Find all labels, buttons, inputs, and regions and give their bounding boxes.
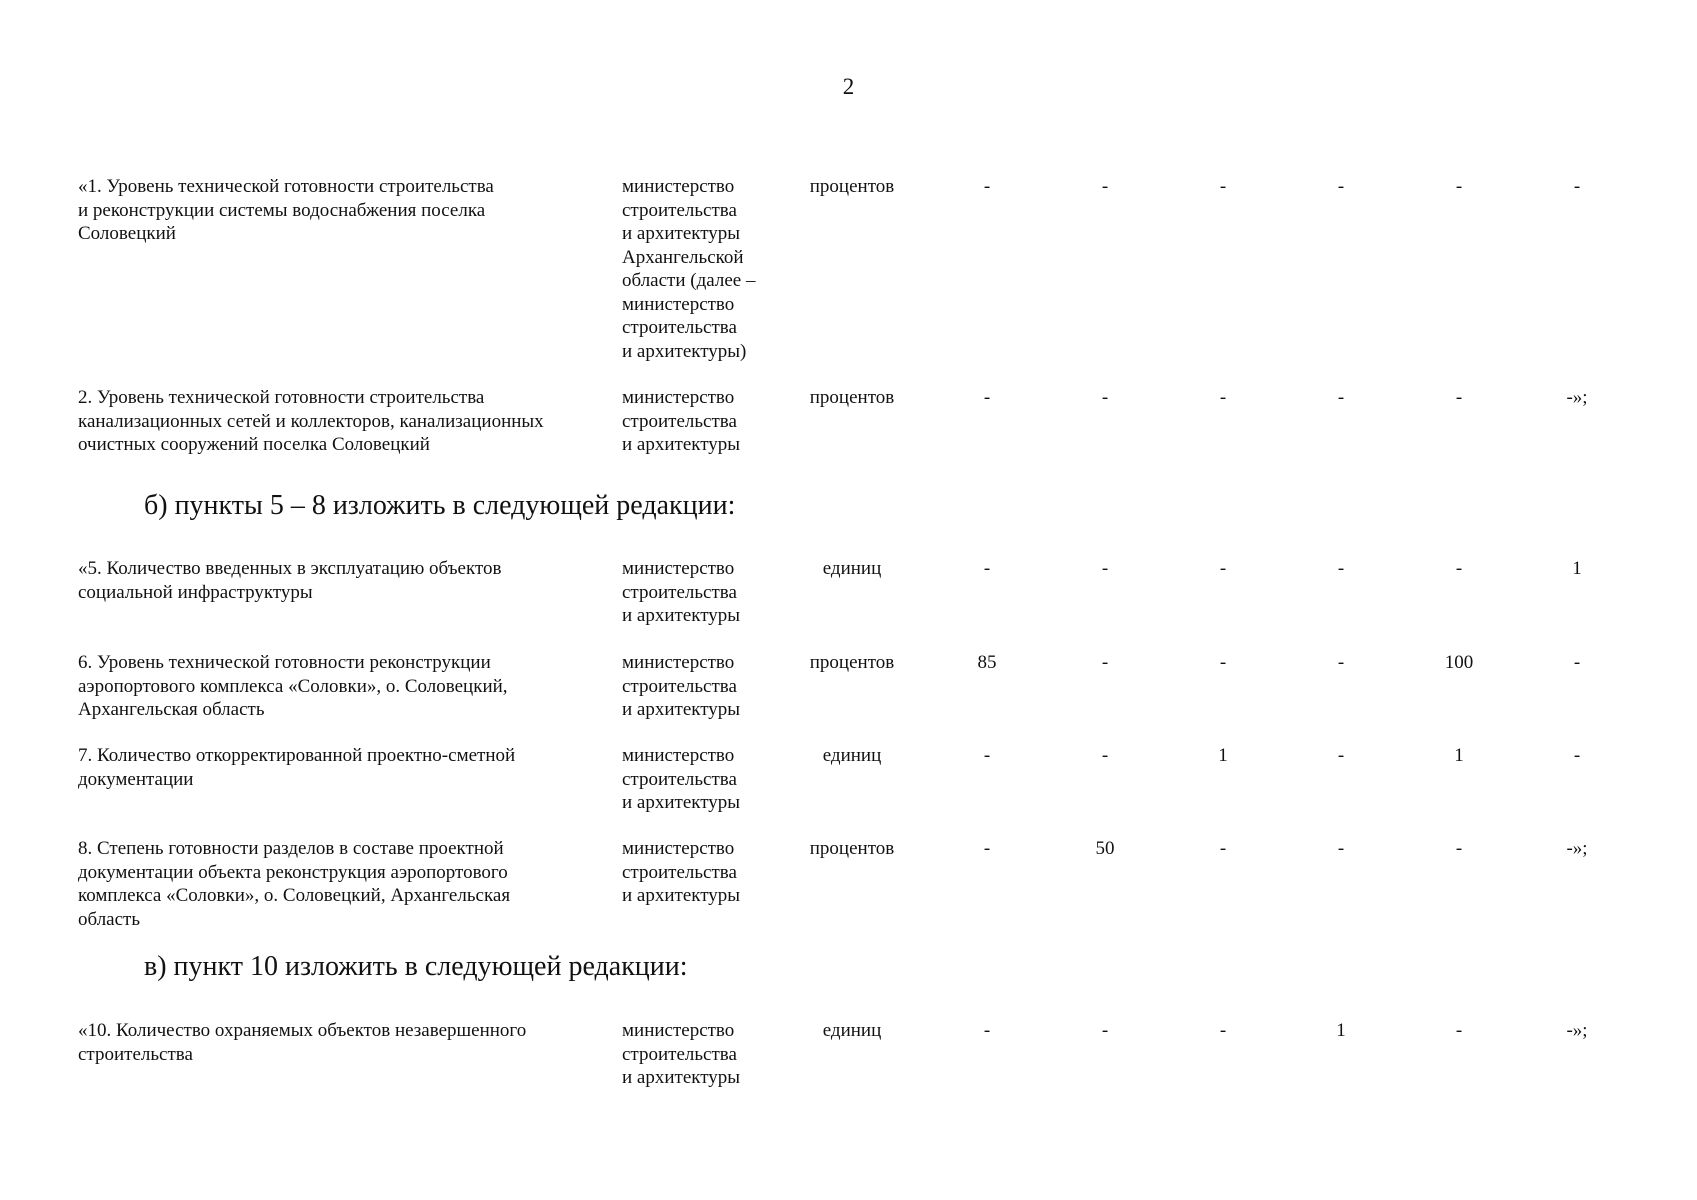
value-year-4: -: [1337, 387, 1345, 408]
unit-of-measure: единиц: [822, 745, 882, 766]
value-year-2: -: [1101, 558, 1109, 579]
value-year-5: -: [1455, 1020, 1463, 1041]
value-year-5: -: [1455, 176, 1463, 197]
section-heading-v: в) пункт 10 изложить в следующей редакции:: [144, 951, 688, 982]
indicator-name: 6. Уровень технической готовности реконструкции аэропортового комплекса «Соловки», о. Соловецкий, Архангельская область: [78, 652, 508, 720]
unit-of-measure: процентов: [809, 838, 895, 859]
value-year-4: -: [1337, 652, 1345, 673]
indicator-name: «5. Количество введенных в эксплуатацию объектов социальной инфраструктуры: [78, 558, 502, 603]
indicator-name: «10. Количество охраняемых объектов незавершенного строительства: [78, 1020, 527, 1065]
value-year-1: -: [983, 745, 991, 766]
value-year-2: -: [1101, 1020, 1109, 1041]
value-year-6: 1: [1572, 558, 1582, 579]
value-year-6: -»;: [1566, 387, 1588, 408]
value-year-6: -»;: [1566, 838, 1588, 859]
value-year-1: -: [983, 838, 991, 859]
page-number: 2: [842, 74, 855, 99]
value-year-3: 1: [1218, 745, 1228, 766]
value-year-6: -»;: [1566, 1020, 1588, 1041]
value-year-2: -: [1101, 652, 1109, 673]
value-year-4: 1: [1336, 1020, 1346, 1041]
value-year-1: -: [983, 387, 991, 408]
value-year-6: -: [1573, 652, 1581, 673]
value-year-5: -: [1455, 387, 1463, 408]
value-year-5: 100: [1444, 652, 1474, 673]
responsible-executor: министерство строительства и архитектуры: [622, 387, 741, 455]
indicator-name: 7. Количество откорректированной проектно-сметной документации: [78, 745, 516, 790]
indicator-name: 2. Уровень технической готовности строительства канализационных сетей и коллекторов, канализационных очистных сооружений поселка Соловецкий: [78, 387, 544, 455]
responsible-executor: министерство строительства и архитектуры: [622, 745, 741, 813]
value-year-3: -: [1219, 1020, 1227, 1041]
value-year-1: 85: [977, 652, 997, 673]
unit-of-measure: процентов: [809, 652, 895, 673]
value-year-3: -: [1219, 838, 1227, 859]
responsible-executor: министерство строительства и архитектуры: [622, 838, 741, 906]
unit-of-measure: единиц: [822, 1020, 882, 1041]
value-year-2: -: [1101, 176, 1109, 197]
responsible-executor: министерство строительства и архитектуры: [622, 652, 741, 720]
value-year-2: -: [1101, 745, 1109, 766]
indicator-name: «1. Уровень технической готовности строительства и реконструкции системы водоснабжения поселка Соловецкий: [78, 176, 494, 244]
value-year-3: -: [1219, 558, 1227, 579]
value-year-2: -: [1101, 387, 1109, 408]
value-year-1: -: [983, 176, 991, 197]
value-year-3: -: [1219, 652, 1227, 673]
value-year-6: -: [1573, 745, 1581, 766]
value-year-5: 1: [1454, 745, 1464, 766]
value-year-5: -: [1455, 838, 1463, 859]
value-year-3: -: [1219, 176, 1227, 197]
responsible-executor: министерство строительства и архитектуры Архангельской области (далее – министерство строительства и архитектуры): [622, 176, 756, 362]
value-year-6: -: [1573, 176, 1581, 197]
indicator-name: 8. Степень готовности разделов в составе проектной документации объекта реконструкция аэропортового комплекса «Соловки», о. Соловецкий, Архангельская область: [78, 838, 511, 930]
value-year-4: -: [1337, 558, 1345, 579]
value-year-1: -: [983, 558, 991, 579]
responsible-executor: министерство строительства и архитектуры: [622, 558, 741, 626]
value-year-2: 50: [1095, 838, 1115, 859]
value-year-1: -: [983, 1020, 991, 1041]
value-year-4: -: [1337, 176, 1345, 197]
value-year-4: -: [1337, 838, 1345, 859]
responsible-executor: министерство строительства и архитектуры: [622, 1020, 741, 1088]
unit-of-measure: процентов: [809, 176, 895, 197]
value-year-3: -: [1219, 387, 1227, 408]
value-year-4: -: [1337, 745, 1345, 766]
unit-of-measure: единиц: [822, 558, 882, 579]
section-heading-b: б) пункты 5 – 8 изложить в следующей редакции:: [144, 490, 736, 521]
unit-of-measure: процентов: [809, 387, 895, 408]
value-year-5: -: [1455, 558, 1463, 579]
